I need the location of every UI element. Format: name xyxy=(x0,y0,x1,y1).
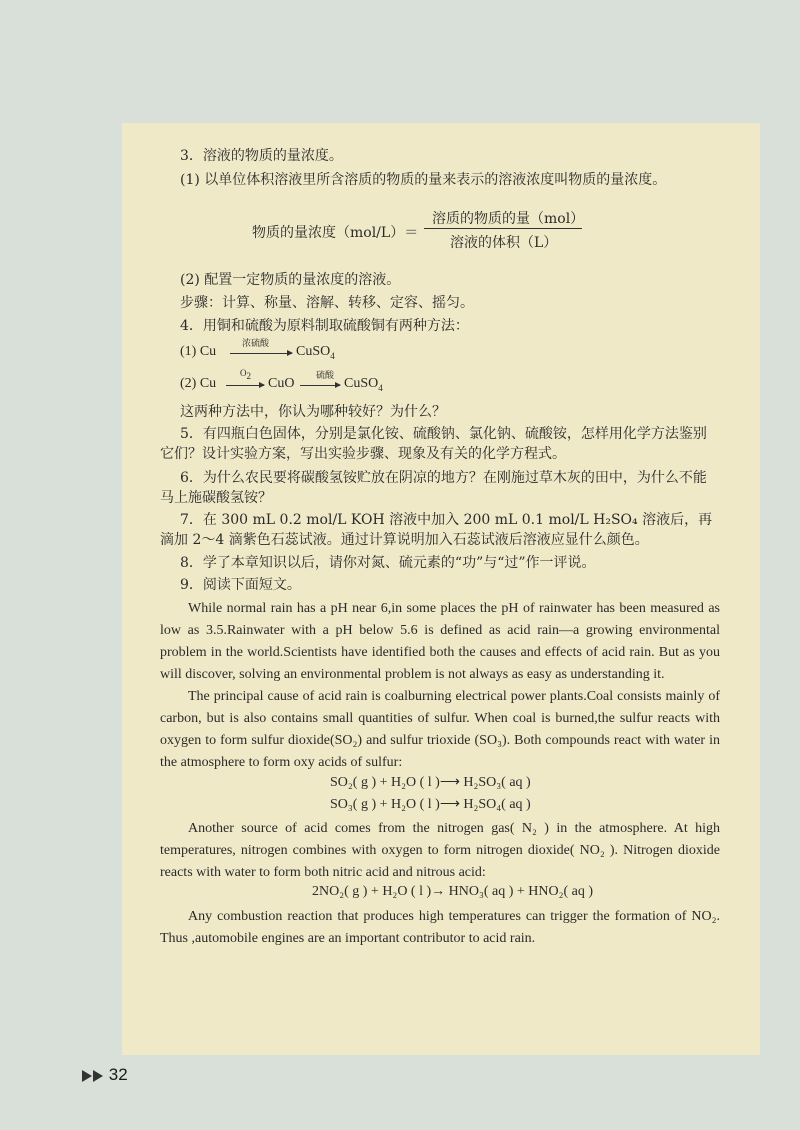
section-3-steps: 步骤：计算、称量、溶解、转移、定容、摇匀。 xyxy=(180,295,474,311)
section-4-title: 4．用铜和硫酸为原料制取硫酸铜有两种方法： xyxy=(180,318,469,334)
method-2-intermediate: CuO xyxy=(268,376,295,391)
section-3-item-1: (1) 以单位体积溶液里所含溶质的物质的量来表示的溶液浓度叫物质的量浓度。 xyxy=(180,172,667,188)
section-3-title: 3．溶液的物质的量浓度。 xyxy=(180,148,343,164)
equation-3: 2NO₂( g ) + H₂O ( l )→ HNO₃( aq ) + HNO₂( aq ) xyxy=(312,884,594,899)
method-1-arrow xyxy=(230,353,292,354)
section-8: 8．学了本章知识以后，请你对氮、硫元素的“功”与“过”作一评说。 xyxy=(180,555,596,571)
paragraph-1: While normal rain has a pH near 6,in some places the pH of rainwater has been measured as low as 3.5.Rainwater with a pH below 5.6 is defined as acid rain—a growing environmental problem in the world.Scientists have identified both the causes and effects of acid rain. But as you will discover, solving an environmental problem is not always as easy as understanding it. xyxy=(160,601,720,682)
section-9: 9．阅读下面短文。 xyxy=(180,577,301,593)
page-footer xyxy=(82,1065,128,1085)
method-2-reagent-2: 硫酸 xyxy=(316,371,335,381)
formula-left: 物质的量浓度（mol/L）＝ xyxy=(252,225,419,241)
section-7: 7．在 300 mL 0.2 mol/L KOH 溶液中加入 200 mL 0.1 mol/L H₂SO₄ 溶液后，再滴加 2～4 滴紫色石蕊试液。通过计算说明加入石蕊试液后溶液应显什么颜色。 xyxy=(160,512,713,548)
method-2-arrow-2 xyxy=(300,385,340,386)
paragraph-2: The principal cause of acid rain is coalburning electrical power plants.Coal consists mainly of carbon, but is also contains small quantities of sulfur. When coal is burned,the sulfur reacts with oxygen to form sulfur dioxide(SO₂) and sulfur trioxide (SO₃). Both compounds react with water in the atmosphere to form oxy acids of sulfur: xyxy=(160,689,720,770)
page-number: 32 xyxy=(108,1065,128,1084)
equation-1: SO₂( g ) + H₂O ( l )⟶ H₂SO₃( aq ) xyxy=(330,775,531,790)
double-arrow-icon xyxy=(82,1065,104,1084)
paragraph-3: Another source of acid comes from the nitrogen gas( N₂ ) in the atmosphere. At high temperatures, nitrogen combines with oxygen to form nitrogen dioxide( NO₂ ). Nitrogen dioxide reacts with water to form both nitric acid and nitrous acid: xyxy=(160,821,720,880)
section-4-question: 这两种方法中，你认为哪种较好？为什么？ xyxy=(180,404,446,420)
section-3-item-2: (2) 配置一定物质的量浓度的溶液。 xyxy=(180,272,401,288)
method-1-reagent: 浓硫酸 xyxy=(242,339,270,349)
fraction-line xyxy=(424,228,582,229)
method-2-product: CuSO$_4$ xyxy=(344,376,383,393)
equation-2: SO₃( g ) + H₂O ( l )⟶ H₂SO₄( aq ) xyxy=(330,797,531,812)
method-2-reagent-1: $O_2$ xyxy=(240,368,251,381)
method-2-prefix: (2) Cu xyxy=(180,376,217,391)
formula-denominator: 溶液的体积（L） xyxy=(450,235,558,251)
formula-numerator: 溶质的物质的量（mol） xyxy=(432,211,585,227)
method-2-arrow-1 xyxy=(226,385,264,386)
paragraph-4: Any combustion reaction that produces high temperatures can trigger the formation of NO₂. Thus ,automobile engines are an important contributor to acid rain. xyxy=(160,909,720,946)
section-5: 5．有四瓶白色固体，分别是氯化铵、硫酸钠、氯化钠、硫酸铵，怎样用化学方法鉴别它们？设计实验方案，写出实验步骤、现象及有关的化学方程式。 xyxy=(160,426,707,462)
section-6: 6．为什么农民要将碳酸氢铵贮放在阴凉的地方？在刚施过草木灰的田中，为什么不能马上施碳酸氢铵？ xyxy=(160,470,707,506)
method-1-product: CuSO$_4$ xyxy=(296,344,335,361)
method-1-prefix: (1) Cu xyxy=(180,344,217,359)
